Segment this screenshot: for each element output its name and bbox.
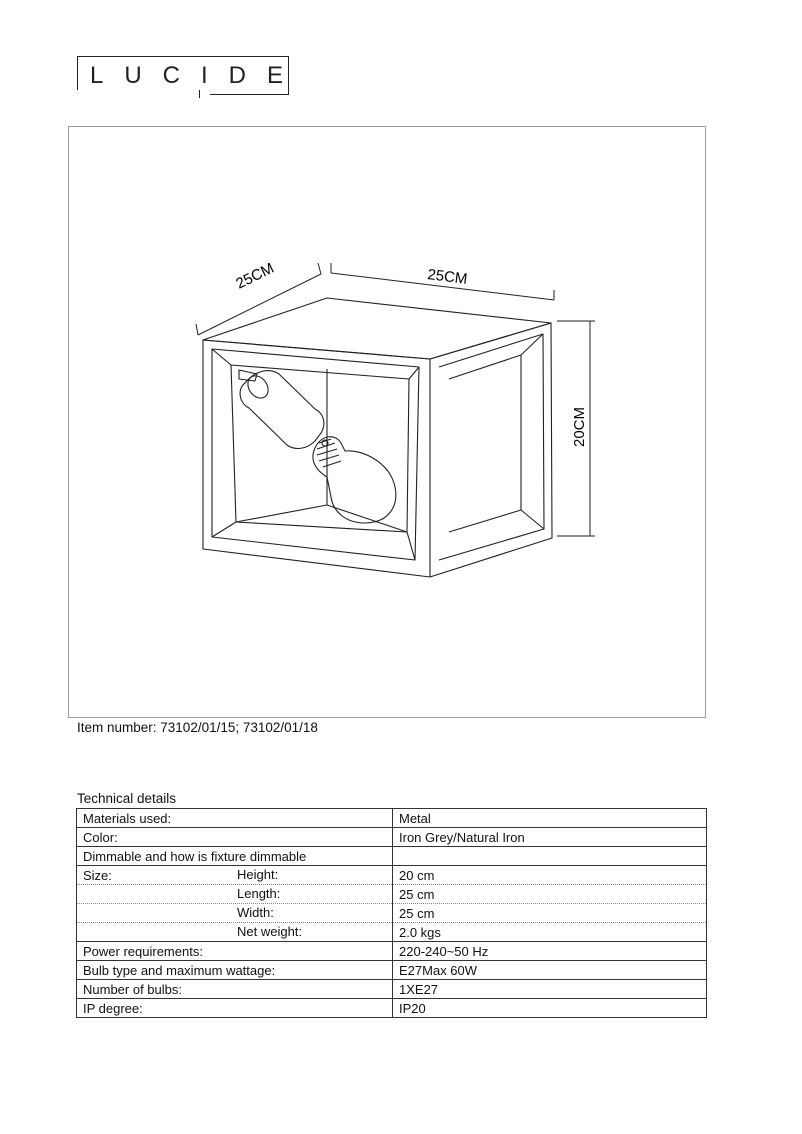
spec-value: IP20 bbox=[393, 999, 707, 1018]
spec-label: Dimmable and how is fixture dimmable bbox=[83, 848, 307, 864]
spec-value: 20 cm bbox=[393, 866, 707, 885]
table-row bbox=[77, 809, 707, 828]
spec-value: E27Max 60W bbox=[393, 961, 707, 980]
spec-label: Materials used: bbox=[83, 810, 172, 826]
spec-label-cell bbox=[77, 885, 393, 904]
spec-sublabel: Width: bbox=[237, 905, 274, 920]
spec-label: Number of bulbs: bbox=[83, 981, 182, 997]
light-bulb bbox=[313, 437, 396, 523]
lamp-line-drawing bbox=[69, 127, 707, 719]
table-row bbox=[77, 999, 707, 1018]
spec-value: 1XE27 bbox=[393, 980, 707, 999]
spec-label-cell bbox=[77, 980, 393, 999]
spec-label: Bulb type and maximum wattage: bbox=[83, 962, 276, 978]
spec-value: 2.0 kgs bbox=[393, 923, 707, 942]
spec-label: Power requirements: bbox=[83, 943, 203, 959]
spec-label-cell bbox=[77, 866, 393, 885]
cube-right-opening bbox=[449, 355, 521, 532]
spec-label-cell bbox=[77, 961, 393, 980]
table-row bbox=[77, 904, 707, 923]
cube-front-frame bbox=[203, 340, 430, 577]
table-row bbox=[77, 923, 707, 942]
item-number: Item number: 73102/01/15; 73102/01/18 bbox=[77, 720, 318, 735]
spec-value: Metal bbox=[393, 809, 707, 828]
spec-label: Size: bbox=[83, 867, 112, 883]
spec-label: Color: bbox=[83, 829, 118, 845]
spec-label-cell bbox=[77, 923, 393, 942]
spec-label-cell bbox=[77, 809, 393, 828]
spec-value: 220-240~50 Hz bbox=[393, 942, 707, 961]
dim-label-height: 20CM bbox=[571, 406, 588, 447]
spec-sublabel: Height: bbox=[237, 867, 279, 882]
spec-label-cell bbox=[77, 828, 393, 847]
dim-label-width-left: 25CM bbox=[233, 259, 277, 293]
table-row bbox=[77, 847, 707, 866]
spec-label-cell bbox=[77, 904, 393, 923]
logo-notch bbox=[77, 90, 210, 98]
spec-sublabel: Net weight: bbox=[237, 924, 303, 939]
spec-value: 25 cm bbox=[393, 904, 707, 923]
spec-label-cell bbox=[77, 942, 393, 961]
spec-value: 25 cm bbox=[393, 885, 707, 904]
spec-value bbox=[393, 847, 707, 866]
logo-notch-line bbox=[199, 90, 200, 98]
spec-label-cell bbox=[77, 999, 393, 1018]
spec-label: IP degree: bbox=[83, 1000, 143, 1016]
technical-details-table bbox=[76, 808, 707, 1018]
dim-label-width-right: 25CM bbox=[426, 266, 469, 288]
table-row bbox=[77, 942, 707, 961]
lamp-socket bbox=[240, 371, 324, 449]
table-row bbox=[77, 961, 707, 980]
spec-value: Iron Grey/Natural Iron bbox=[393, 828, 707, 847]
cube-right-frame bbox=[430, 323, 552, 577]
spec-label-cell bbox=[77, 847, 393, 866]
technical-details-title: Technical details bbox=[77, 791, 177, 806]
table-row bbox=[77, 828, 707, 847]
table-row bbox=[77, 866, 707, 885]
table-row bbox=[77, 885, 707, 904]
product-drawing bbox=[68, 126, 706, 718]
spec-sublabel: Length: bbox=[237, 886, 281, 901]
brand-logo-text: LUCIDE bbox=[90, 62, 305, 89]
table-row bbox=[77, 980, 707, 999]
